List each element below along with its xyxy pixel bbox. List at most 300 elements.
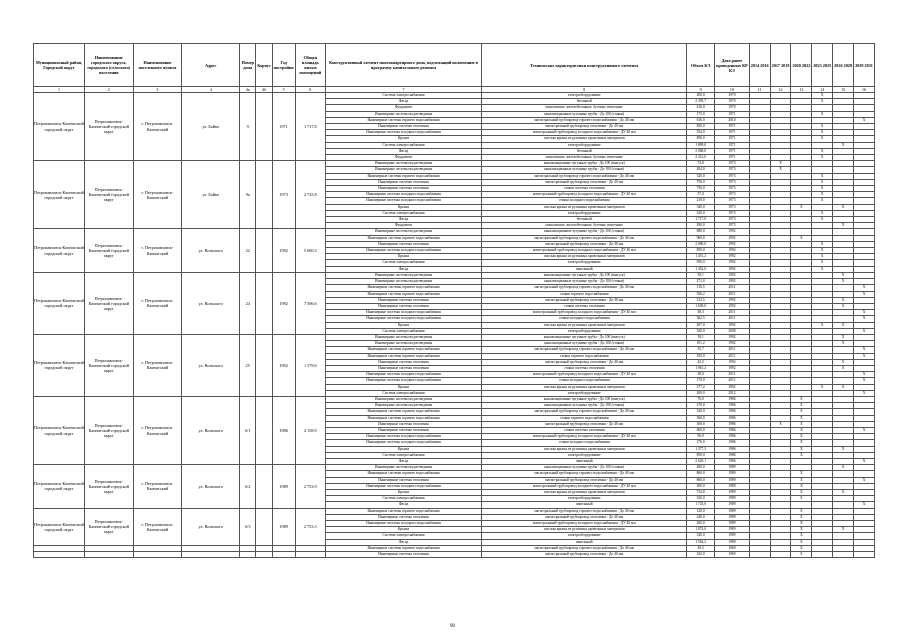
- build-year-cell: 1973: [272, 161, 295, 229]
- element-cell: Инженерные системы водоотведения: [325, 465, 481, 471]
- volume-cell: 116,5: [687, 285, 715, 291]
- repair-date-cell: 1973: [715, 217, 750, 223]
- volume-cell: 271,0: [687, 279, 715, 285]
- tech-cell: магистральный трубопровод отопления - До 40 мм: [482, 179, 687, 185]
- repair-date-cell: 1986: [715, 452, 750, 458]
- volume-cell: 860,0: [687, 477, 715, 483]
- work-planned-mark: X: [800, 508, 803, 513]
- column-number: 8: [482, 87, 687, 93]
- volume-cell: 860,0: [687, 471, 715, 477]
- locality-cell: г. Петропавловск-Камчатский: [133, 334, 182, 396]
- work-planned-mark: X: [841, 384, 845, 389]
- repair-date-cell: 1986: [715, 403, 750, 409]
- element-cell: Крыша: [325, 527, 481, 533]
- work-planned-mark: X: [841, 142, 845, 147]
- volume-cell: 1 452,0: [687, 266, 715, 272]
- tech-cell: канализационные чугунные трубы - До 100 (выпуск): [482, 161, 687, 167]
- header-period-4: 2023 2025: [812, 44, 833, 87]
- tech-cell: монолитные, железобетонные, бутовые ленточные: [482, 155, 687, 161]
- tech-cell: магистральный трубопровод холодного водоснабжения - ДУ 40 мм: [482, 372, 687, 378]
- address-cell: ул. Вольского: [182, 465, 240, 508]
- build-year-cell: 1989: [272, 465, 295, 508]
- header-element: Конструктивный элемент многоквартирного дома, подлежащий включению в программу капитального ремонта: [325, 44, 481, 87]
- area-cell: 1 379,6: [295, 334, 325, 396]
- work-planned-mark: X: [800, 521, 803, 526]
- work-planned-mark: X: [800, 539, 803, 544]
- tech-cell: бетонный: [482, 217, 687, 223]
- volume-cell: 123,5: [687, 297, 715, 303]
- tech-cell: электрооборудование: [482, 93, 687, 99]
- volume-cell: 880,0: [687, 229, 715, 235]
- repair-date-cell: 1970: [715, 93, 750, 99]
- element-cell: Крыша: [325, 204, 481, 210]
- tech-cell: электрооборудование: [482, 210, 687, 216]
- repair-date-cell: 1986: [715, 440, 750, 446]
- work-planned-mark: X: [862, 117, 866, 122]
- header-period-3: 2020 2022: [791, 44, 812, 87]
- repair-date-cell: 1992: [715, 303, 750, 309]
- work-planned-mark: X: [841, 527, 845, 532]
- volume-cell: 200,0: [687, 483, 715, 489]
- element-cell: Фасад: [325, 458, 481, 464]
- empty-cell: [133, 552, 182, 558]
- empty-cell: [182, 552, 240, 558]
- tech-cell: магистральный трубопровод холодного водоснабжения - ДУ 40 мм: [482, 248, 687, 254]
- work-planned-mark: X: [800, 452, 803, 457]
- element-cell: Инженерные системы отопления: [325, 365, 481, 371]
- tech-cell: магистральный трубопровод горячего водоснабжения - До 40 мм: [482, 285, 687, 291]
- work-planned-mark: X: [820, 93, 824, 97]
- element-cell: Система электроснабжения: [325, 452, 481, 458]
- tech-cell: магистральный трубопровод горячего водоснабжения - До 40 мм: [482, 235, 687, 241]
- volume-cell: 240,0: [687, 514, 715, 520]
- tech-cell: канализационные чугунные трубы - До 100 (стояки): [482, 341, 687, 347]
- element-cell: Инженерные системы холодного водоснабжения: [325, 310, 481, 316]
- tech-cell: бетонный: [482, 148, 687, 154]
- repair-date-cell: 1989: [715, 527, 750, 533]
- work-planned-mark: X: [841, 303, 845, 308]
- column-number: 12: [770, 87, 791, 93]
- house-number-cell: 6/1: [240, 396, 256, 464]
- tech-cell: панельный: [482, 502, 687, 508]
- element-cell: Инженерные системы отопления: [325, 427, 481, 433]
- volume-cell: 72,0: [687, 161, 715, 167]
- repair-date-cell: 1973: [715, 223, 750, 229]
- element-cell: Инженерные системы горячего водоснабжения: [325, 285, 481, 291]
- tech-cell: электрооборудование: [482, 533, 687, 539]
- house-number-cell: 9: [240, 93, 256, 161]
- repair-date-cell: 1992: [715, 241, 750, 247]
- work-planned-mark: X: [862, 502, 866, 507]
- repair-date-cell: 1986: [715, 409, 750, 415]
- element-cell: Инженерные системы горячего водоснабжения: [325, 508, 481, 514]
- tech-cell: электрооборудование: [482, 142, 687, 148]
- column-number: 3: [133, 87, 182, 93]
- volume-cell: 57,0: [687, 192, 715, 198]
- repair-date-cell: 1992: [715, 229, 750, 235]
- column-number: 15: [833, 87, 854, 93]
- work-planned-mark: X: [862, 353, 866, 358]
- work-planned-mark: X: [820, 130, 824, 135]
- build-year-cell: 1986: [272, 396, 295, 464]
- column-number: 1: [34, 87, 85, 93]
- repair-date-cell: 1992: [715, 341, 750, 347]
- element-cell: Система электроснабжения: [325, 328, 481, 334]
- volume-cell: 28,0: [687, 372, 715, 378]
- settlement-cell: Петропавловск-Камчатский городской округ: [84, 161, 133, 229]
- volume-cell: 560,0: [687, 415, 715, 421]
- element-cell: Система электроснабжения: [325, 533, 481, 539]
- tech-cell: магистральный трубопровод отопления - До 40 мм: [482, 297, 687, 303]
- volume-cell: 850,0: [687, 248, 715, 254]
- repair-date-cell: 1989: [715, 496, 750, 502]
- element-cell: Инженерные системы холодного водоснабжения: [325, 521, 481, 527]
- settlement-cell: Петропавловск-Камчатский городской округ: [84, 334, 133, 396]
- repair-date-cell: 1973: [715, 186, 750, 192]
- tech-cell: плоская крыша из рулонных кровельных материалов: [482, 204, 687, 210]
- work-planned-mark: X: [820, 260, 824, 265]
- repair-date-cell: 2011: [715, 291, 750, 297]
- work-planned-mark: X: [800, 446, 803, 451]
- tech-cell: канализационные чугунные трубы - До 100 (стояки): [482, 111, 687, 117]
- tech-cell: магистральный трубопровод горячего водоснабжения - До 40 мм: [482, 173, 687, 179]
- building-cell: [256, 508, 272, 545]
- header-year: Год постройки: [272, 44, 295, 87]
- address-cell: ул. Бойко: [182, 161, 240, 229]
- locality-cell: г. Петропавловск-Камчатский: [133, 508, 182, 545]
- header-settlement: Наименование городского округа, городского (сельского) поселения: [84, 44, 133, 87]
- area-cell: 2 753,3: [295, 508, 325, 545]
- column-number: 9: [687, 87, 715, 93]
- element-cell: Система электроснабжения: [325, 260, 481, 266]
- element-cell: Инженерные системы отопления: [325, 514, 481, 520]
- element-cell: Инженерные системы горячего водоснабжения: [325, 173, 481, 179]
- tech-cell: стояки горячего водоснабжения: [482, 415, 687, 421]
- repair-date-cell: 1973: [715, 179, 750, 185]
- repair-date-cell: 1992: [715, 248, 750, 254]
- element-cell: Система электроснабжения: [325, 93, 481, 99]
- build-year-cell: 1971: [272, 93, 295, 161]
- element-cell: Инженерные системы холодного водоснабжения: [325, 130, 481, 136]
- volume-cell: 39,1: [687, 334, 715, 340]
- volume-cell: 850,0: [687, 136, 715, 142]
- work-planned-mark: X: [800, 421, 803, 426]
- tech-cell: стояки системы отопления: [482, 186, 687, 192]
- header-volume: Объем КЭ: [687, 44, 715, 87]
- table-body: [34, 93, 875, 558]
- volume-cell: 350,0: [687, 353, 715, 359]
- work-planned-mark: X: [800, 396, 803, 401]
- element-cell: Крыша: [325, 384, 481, 390]
- volume-cell: 1 725,0: [687, 502, 715, 508]
- address-cell: ул. Бойко: [182, 93, 240, 161]
- building-cell: [256, 272, 272, 334]
- column-number: 7: [325, 87, 481, 93]
- repair-date-cell: 1971: [715, 155, 750, 161]
- element-cell: Инженерные системы водоотведения: [325, 403, 481, 409]
- tech-cell: плоская крыша из рулонных кровельных материалов: [482, 446, 687, 452]
- building-cell: [256, 161, 272, 229]
- municipality-cell: Петропавловск-Камчатский городской округ: [34, 465, 85, 508]
- locality-cell: г. Петропавловск-Камчатский: [133, 272, 182, 334]
- work-planned-mark: X: [841, 322, 845, 327]
- repair-date-cell: 1970: [715, 105, 750, 111]
- volume-cell: 850,0: [687, 124, 715, 130]
- element-cell: Инженерные системы горячего водоснабжения: [325, 347, 481, 353]
- work-planned-mark: X: [779, 167, 782, 172]
- element-cell: Инженерные системы холодного водоснабжения: [325, 434, 481, 440]
- volume-cell: 1 562,2: [687, 539, 715, 545]
- repair-date-cell: 1992: [715, 279, 750, 285]
- house-number-cell: 24: [240, 272, 256, 334]
- repair-date-cell: 1973: [715, 161, 750, 167]
- work-planned-mark: X: [862, 310, 866, 315]
- element-cell: Фундамент: [325, 105, 481, 111]
- empty-cell: [295, 552, 325, 558]
- volume-cell: 200,0: [687, 521, 715, 527]
- locality-cell: г. Петропавловск-Камчатский: [133, 229, 182, 272]
- volume-cell: 320,0: [687, 409, 715, 415]
- work-planned-mark: X: [862, 291, 866, 296]
- volume-cell: 38,3: [687, 310, 715, 316]
- element-cell: Инженерные системы водоотведения: [325, 272, 481, 278]
- volume-cell: 320,0: [687, 173, 715, 179]
- tech-cell: монолитные, железобетонные, бутовые ленточные: [482, 105, 687, 111]
- tech-cell: электрооборудование: [482, 390, 687, 396]
- tech-cell: канализационные чугунные трубы - До 100 (стояки): [482, 403, 687, 409]
- element-cell: Инженерные системы горячего водоснабжения: [325, 471, 481, 477]
- element-cell: Инженерные системы водоотведения: [325, 229, 481, 235]
- work-planned-mark: X: [820, 186, 824, 191]
- element-cell: Инженерные системы холодного водоснабжения: [325, 372, 481, 378]
- header-period-1: 2014 2016: [749, 44, 770, 87]
- element-cell: Крыша: [325, 136, 481, 142]
- element-cell: Инженерные системы отопления: [325, 421, 481, 427]
- volume-cell: 1 061,2: [687, 365, 715, 371]
- repair-date-cell: 1989: [715, 471, 750, 477]
- repair-date-cell: 1992: [715, 322, 750, 328]
- tech-cell: плоская крыша из рулонных кровельных материалов: [482, 490, 687, 496]
- municipality-cell: Петропавловск-Камчатский городской округ: [34, 161, 85, 229]
- volume-cell: 270,0: [687, 440, 715, 446]
- repair-date-cell: 1992: [715, 365, 750, 371]
- header-locality: Наименование населенного пункта: [133, 44, 182, 87]
- work-planned-mark: X: [800, 235, 803, 240]
- column-number: 13: [791, 87, 812, 93]
- header-address: Адрес: [182, 44, 240, 87]
- header-municipality: Муниципальный район, Городской округ: [34, 44, 85, 87]
- volume-cell: 756,0: [687, 179, 715, 185]
- repair-date-cell: 1989: [715, 490, 750, 496]
- work-planned-mark: X: [862, 328, 866, 333]
- address-cell: ул. Вольского: [182, 508, 240, 545]
- tech-cell: магистральный трубопровод горячего водоснабжения - До 40 мм: [482, 409, 687, 415]
- work-planned-mark: X: [800, 545, 803, 550]
- element-cell: Инженерные системы горячего водоснабжения: [325, 545, 481, 551]
- house-number-cell: 9а: [240, 161, 256, 229]
- element-cell: Крыша: [325, 322, 481, 328]
- element-cell: Инженерные системы отопления: [325, 359, 481, 365]
- work-planned-mark: X: [862, 378, 866, 383]
- tech-cell: магистральный трубопровод холодного водоснабжения - ДУ 40 мм: [482, 310, 687, 316]
- volume-cell: 2 312,0: [687, 155, 715, 161]
- element-cell: Инженерные системы водоотведения: [325, 341, 481, 347]
- element-cell: Система электроснабжения: [325, 142, 481, 148]
- header-tech: Технические характеристики конструктивного элемента: [482, 44, 687, 87]
- repair-date-cell: 2010: [715, 117, 750, 123]
- repair-date-cell: 1973: [715, 192, 750, 198]
- work-planned-mark: X: [820, 179, 824, 184]
- element-cell: Инженерные системы горячего водоснабжения: [325, 117, 481, 123]
- repair-date-cell: 2011: [715, 285, 750, 291]
- volume-cell: 1 717,0: [687, 217, 715, 223]
- work-planned-mark: X: [800, 204, 803, 209]
- repair-date-cell: 1992: [715, 272, 750, 278]
- tech-cell: магистральный трубопровод горячего водоснабжения - До 40 мм: [482, 347, 687, 353]
- volume-cell: 70,0: [687, 396, 715, 402]
- element-cell: Крыша: [325, 490, 481, 496]
- locality-cell: г. Петропавловск-Камчатский: [133, 161, 182, 229]
- settlement-cell: Петропавловск-Камчатский городской округ: [84, 465, 133, 508]
- volume-cell: 2 620,1: [687, 458, 715, 464]
- work-planned-mark: X: [820, 124, 824, 129]
- element-cell: Инженерные системы отопления: [325, 297, 481, 303]
- volume-cell: 724,8: [687, 490, 715, 496]
- work-planned-mark: X: [841, 490, 845, 494]
- work-planned-mark: X: [800, 415, 803, 420]
- tech-cell: стояки холодного водоснабжения: [482, 440, 687, 446]
- area-cell: 5 600,3: [295, 229, 325, 272]
- volume-cell: 207,0: [687, 322, 715, 328]
- tech-cell: стояки системы отопления: [482, 365, 687, 371]
- building-cell: [256, 396, 272, 464]
- element-cell: Инженерные системы холодного водоснабжения: [325, 192, 481, 198]
- tech-cell: бетонный: [482, 99, 687, 105]
- tech-cell: панельный: [482, 539, 687, 545]
- work-planned-mark: X: [820, 148, 824, 153]
- repair-date-cell: 1971: [715, 130, 750, 136]
- municipality-cell: Петропавловск-Камчатский городской округ: [34, 229, 85, 272]
- tech-cell: канализационные чугунные трубы - До 100 (стояки): [482, 465, 687, 471]
- header-period-2: 2017 2019: [770, 44, 791, 87]
- volume-cell: 320,0: [687, 210, 715, 216]
- build-year-cell: 1989: [272, 508, 295, 545]
- tech-cell: магистральный трубопровод отопления - До 40 мм: [482, 359, 687, 365]
- repair-date-cell: 2011: [715, 372, 750, 378]
- volume-cell: 850,0: [687, 452, 715, 458]
- settlement-cell: Петропавловск-Камчатский городской округ: [84, 508, 133, 545]
- work-planned-mark: X: [820, 99, 824, 104]
- tech-cell: стояки системы отопления: [482, 303, 687, 309]
- address-cell: ул. Вольского: [182, 396, 240, 464]
- element-cell: Инженерные системы горячего водоснабжения: [325, 291, 481, 297]
- repair-date-cell: 1973: [715, 210, 750, 216]
- work-planned-mark: X: [820, 192, 824, 197]
- volume-cell: 2 068,0: [687, 148, 715, 154]
- volume-cell: 170,0: [687, 378, 715, 384]
- work-planned-mark: X: [820, 322, 824, 327]
- repair-date-cell: 1992: [715, 254, 750, 260]
- repair-date-cell: 1971: [715, 136, 750, 142]
- tech-cell: магистральный трубопровод холодного водоснабжения - ДУ 40 мм: [482, 434, 687, 440]
- repair-date-cell: 1969: [715, 545, 750, 551]
- repair-date-cell: 1986: [715, 446, 750, 452]
- repair-date-cell: 1971: [715, 142, 750, 148]
- repair-date-cell: 1971: [715, 111, 750, 117]
- repair-date-cell: 1971: [715, 148, 750, 154]
- element-cell: Инженерные системы горячего водоснабжения: [325, 235, 481, 241]
- volume-cell: 416,0: [687, 105, 715, 111]
- repair-date-cell: 1989: [715, 521, 750, 527]
- element-cell: Фасад: [325, 148, 481, 154]
- repair-date-cell: 1992: [715, 235, 750, 241]
- volume-cell: 320,0: [687, 496, 715, 502]
- element-cell: Система электроснабжения: [325, 390, 481, 396]
- volume-cell: 39,1: [687, 272, 715, 278]
- column-number: 4: [182, 87, 240, 93]
- repair-date-cell: 2011: [715, 310, 750, 316]
- settlement-cell: Петропавловск-Камчатский городской округ: [84, 229, 133, 272]
- work-planned-mark: X: [841, 334, 845, 339]
- repair-date-cell: 1989: [715, 483, 750, 489]
- element-cell: Крыша: [325, 446, 481, 452]
- repair-date-cell: 1989: [715, 477, 750, 483]
- volume-cell: 554,0: [687, 130, 715, 136]
- locality-cell: г. Петропавловск-Камчатский: [133, 93, 182, 161]
- volume-cell: 362,5: [687, 316, 715, 322]
- element-cell: Инженерные системы отопления: [325, 552, 481, 558]
- repair-date-cell: 1986: [715, 415, 750, 421]
- repair-date-cell: 1970: [715, 99, 750, 105]
- work-planned-mark: X: [841, 297, 845, 302]
- work-planned-mark: X: [800, 490, 803, 494]
- repair-date-cell: 2011: [715, 378, 750, 384]
- volume-cell: 320,0: [687, 533, 715, 539]
- work-planned-mark: X: [820, 111, 824, 116]
- tech-cell: магистральный трубопровод отопления - До 40 мм: [482, 552, 687, 558]
- work-planned-mark: X: [800, 434, 803, 439]
- repair-date-cell: 2011: [715, 316, 750, 322]
- repair-date-cell: 1986: [715, 421, 750, 427]
- empty-cell: [34, 552, 85, 558]
- repair-date-cell: 2011: [715, 353, 750, 359]
- period-cell: [791, 552, 812, 558]
- element-cell: Инженерные системы холодного водоснабжения: [325, 198, 481, 204]
- element-cell: Система электроснабжения: [325, 496, 481, 502]
- volume-cell: 950,0: [687, 260, 715, 266]
- repair-date-cell: 2012: [715, 390, 750, 396]
- tech-cell: канализационные чугунные трубы - До 100 (выпуск): [482, 272, 687, 278]
- element-cell: Инженерные системы горячего водоснабжения: [325, 353, 481, 359]
- header-date: Дата ранее проведенных КР КЭ: [715, 44, 750, 87]
- volume-cell: 960,0: [687, 235, 715, 241]
- repair-date-cell: 1992: [715, 384, 750, 390]
- settlement-cell: Петропавловск-Камчатский городской округ: [84, 93, 133, 161]
- repair-date-cell: 1989: [715, 465, 750, 471]
- volume-cell: 210,0: [687, 198, 715, 204]
- work-planned-mark: X: [800, 403, 803, 408]
- element-cell: Инженерные системы горячего водоснабжения: [325, 409, 481, 415]
- volume-cell: 2 395,7: [687, 99, 715, 105]
- element-cell: Фасад: [325, 539, 481, 545]
- repair-date-cell: 1986: [715, 427, 750, 433]
- municipality-cell: Петропавловск-Камчатский городской округ: [34, 93, 85, 161]
- column-number: 6: [295, 87, 325, 93]
- header-building: Корпус: [256, 44, 272, 87]
- volume-cell: 600,0: [687, 427, 715, 433]
- tech-cell: плоская крыша из рулонных кровельных материалов: [482, 136, 687, 142]
- address-cell: ул. Вольского: [182, 272, 240, 334]
